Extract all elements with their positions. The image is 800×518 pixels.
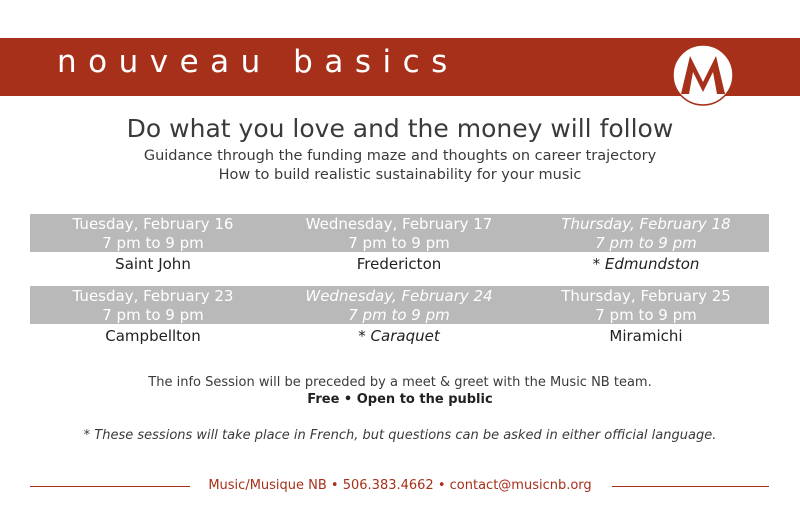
session-campbellton: [30, 287, 276, 346]
session-city: Saint John: [115, 255, 191, 273]
free-public-text: Free • Open to the public: [307, 392, 493, 407]
info-session-text: The info Session will be preceded by a meet & greet with the Music NB team.: [148, 375, 652, 390]
session-saint-john: [30, 215, 276, 274]
session-time: 7 pm to 9 pm: [348, 306, 450, 324]
session-city: Fredericton: [356, 255, 442, 273]
session-city: Campbellton: [105, 327, 201, 345]
subtitle-funding: Guidance through the funding maze and thoughts on career trajectory: [143, 148, 657, 164]
session-date: Wednesday, February 17: [305, 215, 493, 233]
session-edmundston: [523, 215, 769, 274]
subtitle-sustainability: How to build realistic sustainability for your music: [218, 167, 582, 183]
session-time: 7 pm to 9 pm: [595, 234, 697, 252]
session-miramichi: [523, 287, 769, 346]
session-time: 7 pm to 9 pm: [595, 306, 697, 324]
session-city: Miramichi: [609, 327, 683, 345]
session-caraquet: [276, 287, 522, 346]
session-date: Tuesday, February 16: [72, 215, 234, 233]
session-date: Wednesday, February 24: [305, 287, 493, 305]
session-time: 7 pm to 9 pm: [102, 234, 204, 252]
session-date: Thursday, February 25: [561, 287, 731, 305]
session-date: Thursday, February 18: [561, 215, 731, 233]
session-city: * Caraquet: [358, 327, 440, 345]
session-time: 7 pm to 9 pm: [348, 234, 450, 252]
session-time: 7 pm to 9 pm: [102, 306, 204, 324]
session-date: Tuesday, February 23: [72, 287, 234, 305]
headline: Do what you love and the money will follow: [126, 114, 674, 143]
footer-contact: Music/Musique NB • 506.383.4662 • contact@musicnb.org: [208, 478, 592, 493]
music-nb-logo: [672, 44, 734, 106]
session-fredericton: [276, 215, 522, 274]
brand-title: nouveau basics: [57, 44, 459, 80]
french-sessions-note: * These sessions will take place in French, but questions can be asked in either official language.: [83, 428, 717, 443]
session-city: * Edmundston: [592, 255, 700, 273]
